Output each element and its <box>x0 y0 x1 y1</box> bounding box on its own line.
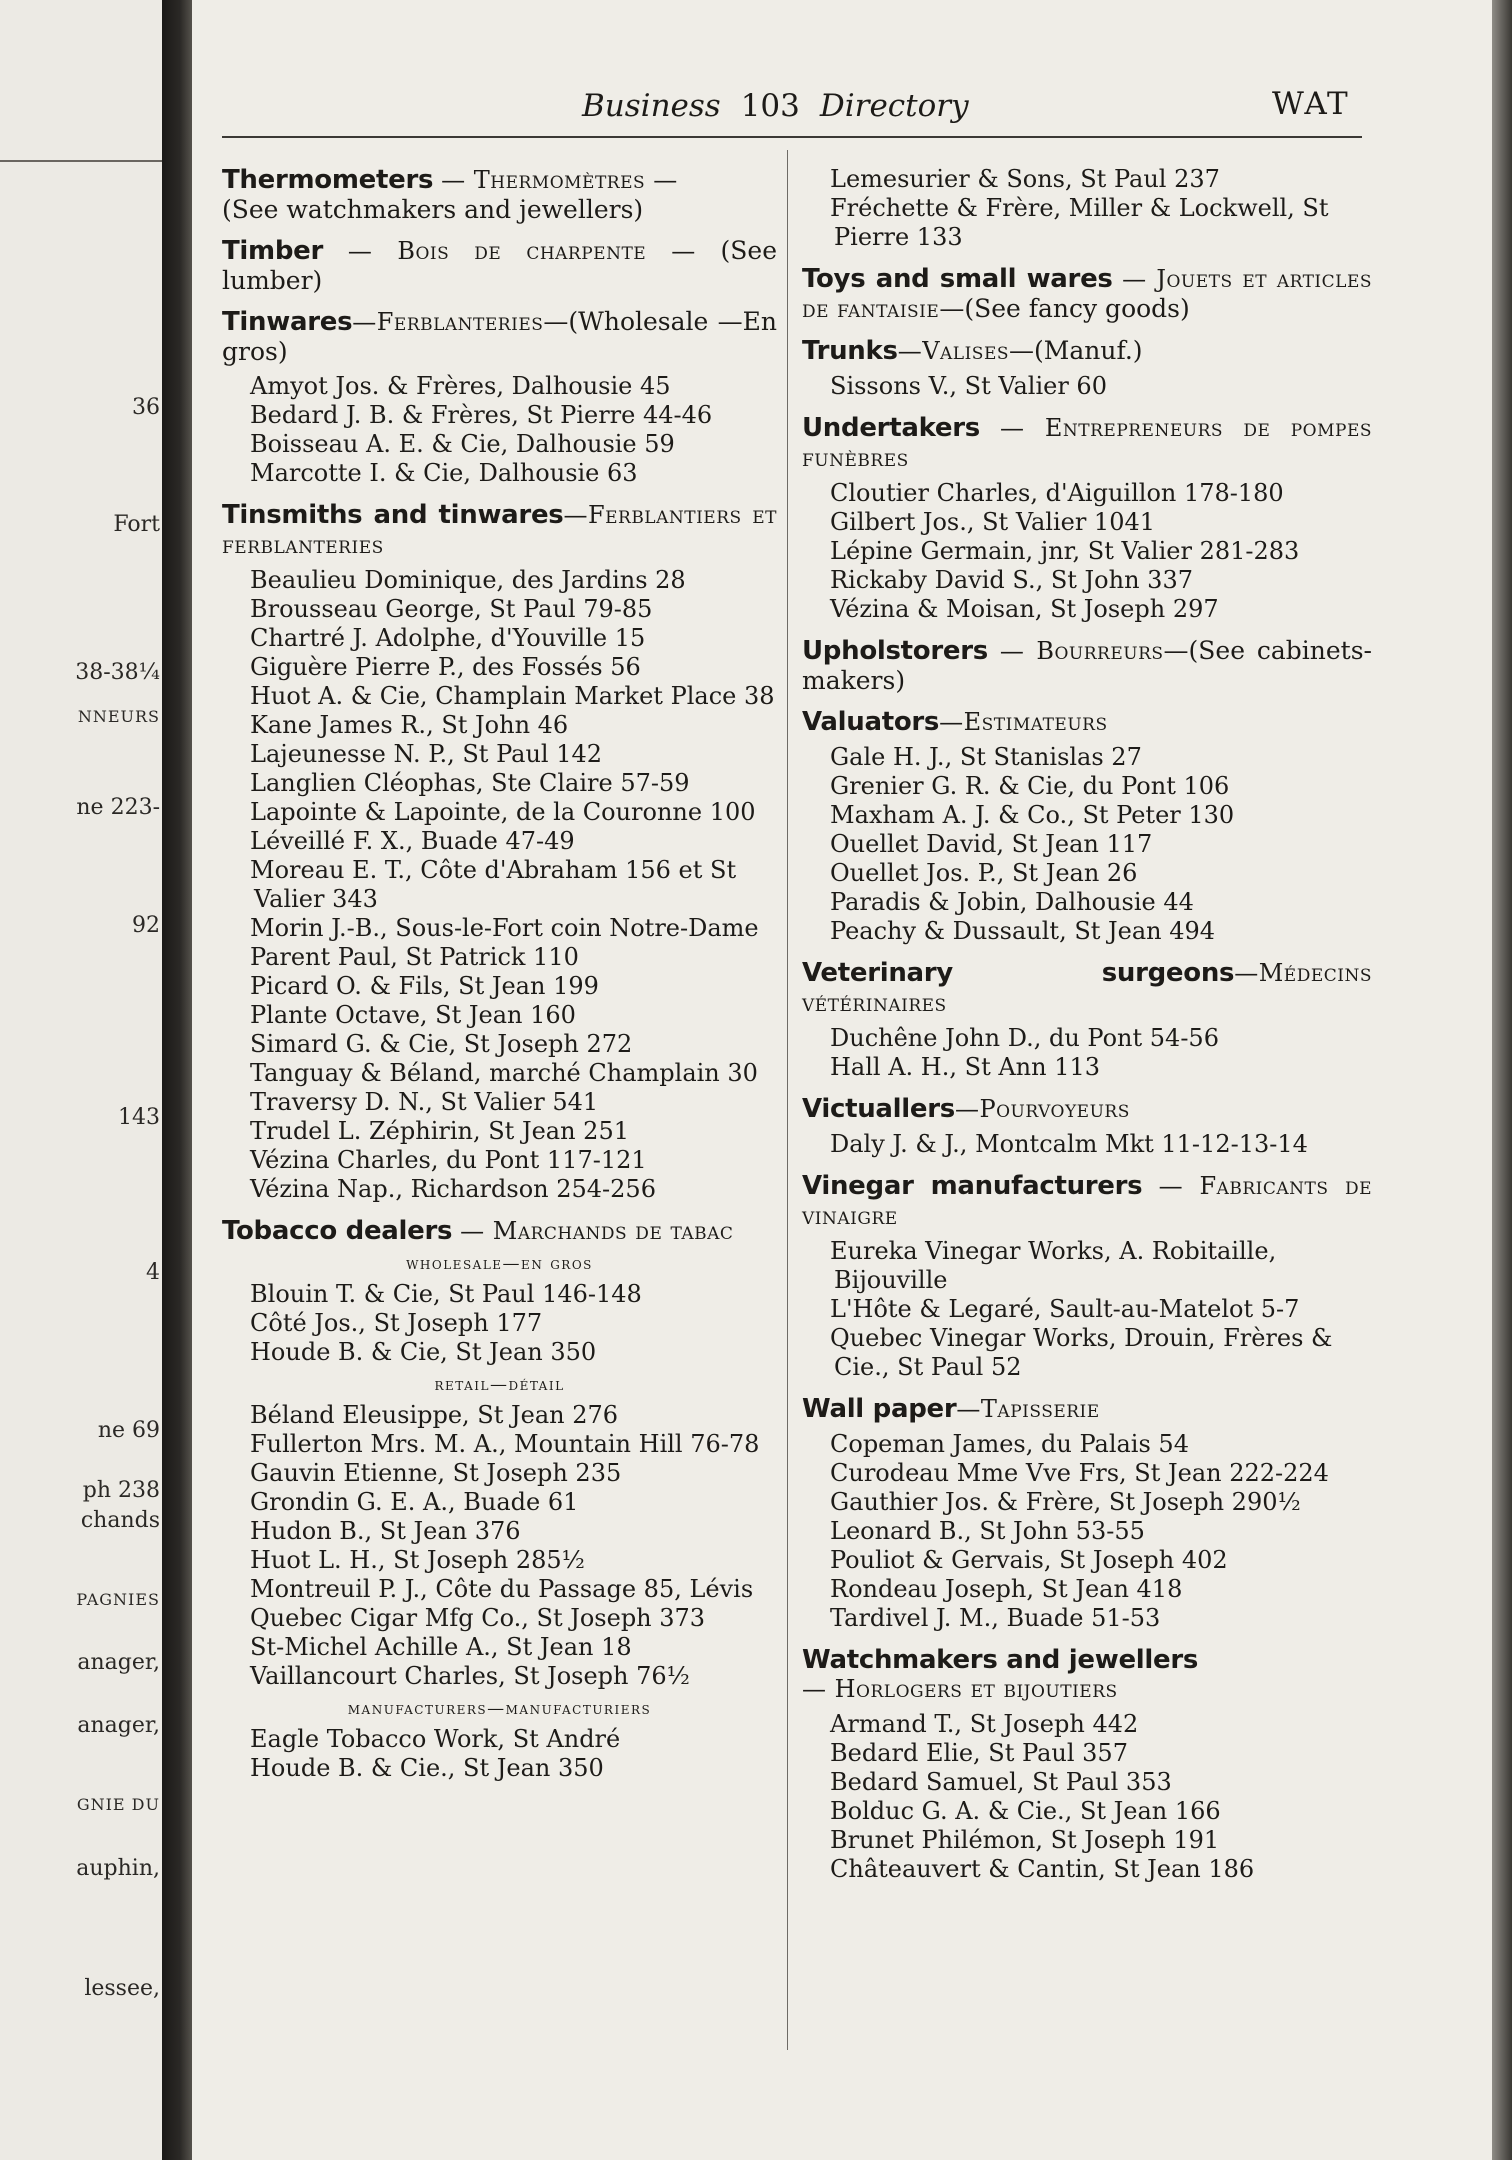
category-french: — Fabricants de vinaigre <box>802 1172 1372 1230</box>
directory-page <box>192 0 1492 2160</box>
list-item: Boisseau A. E. & Cie, Dalhousie 59 <box>250 430 675 458</box>
book-gutter <box>162 0 192 2160</box>
category-note: —(Wholesale —En gros) <box>222 307 777 366</box>
list-item: Eagle Tobacco Work, St André <box>250 1725 621 1753</box>
list-item: Maxham A. J. & Co., St Peter 130 <box>830 801 1235 829</box>
category-french: — Bois de charpente — <box>347 237 696 265</box>
list-item: Leonard B., St John 53-55 <box>830 1517 1145 1545</box>
prev-fragment: 4 <box>146 1260 160 1285</box>
category-french: —Ferblantiers et ferblanteries <box>222 501 777 559</box>
list-item: Grenier G. R. & Cie, du Pont 106 <box>830 772 1230 800</box>
prev-fragment: auphin, <box>76 1856 160 1881</box>
subheading: wholesale—en gros <box>406 1254 593 1274</box>
category-title: Tinsmiths and tinwares <box>222 500 564 530</box>
listing-group <box>802 165 1372 252</box>
category-title: Undertakers <box>802 413 980 443</box>
list-item: Lapointe & Lapointe, de la Couronne 100 <box>250 798 756 826</box>
category-french: — Horlogers et bijoutiers <box>802 1675 1118 1703</box>
list-item: Fullerton Mrs. M. A., Mountain Hill 76-78 <box>250 1430 760 1458</box>
list-item: Houde B. & Cie., St Jean 350 <box>250 1754 604 1782</box>
list-item: Gauthier Jos. & Frère, St Joseph 290½ <box>830 1488 1301 1516</box>
category-title: Vinegar manufacturers <box>802 1171 1143 1201</box>
list-item: Vézina Charles, du Pont 117-121 <box>250 1146 647 1174</box>
list-item: Ouellet Jos. P., St Jean 26 <box>830 859 1138 887</box>
list-item: Huot A. & Cie, Champlain Market Place 38 <box>250 682 775 710</box>
list-item: Quebec Vinegar Works, Drouin, Frères & Cie., St Paul 52 <box>830 1324 1333 1381</box>
listing-group <box>802 1024 1372 1082</box>
category-french: — Bourreurs <box>999 637 1164 665</box>
list-item: Rickaby David S., St John 337 <box>830 566 1193 594</box>
list-item: Duchêne John D., du Pont 54-56 <box>830 1024 1219 1052</box>
category-note: —(See fancy goods) <box>939 294 1190 323</box>
category-heading <box>222 307 777 366</box>
list-item: Grondin G. E. A., Buade 61 <box>250 1488 579 1516</box>
list-item: Béland Eleusippe, St Jean 276 <box>250 1401 619 1429</box>
category-heading <box>222 1216 777 1246</box>
left-column <box>222 165 777 1789</box>
column-rule <box>787 150 788 2050</box>
list-item: Langlien Cléophas, Ste Claire 57-59 <box>250 769 690 797</box>
listing-group <box>802 1710 1372 1884</box>
guide-keyword: WAT <box>1272 86 1350 122</box>
list-item: Moreau E. T., Côte d'Abraham 156 et St Valier 343 <box>250 856 737 913</box>
subheading: retail—détail <box>434 1375 565 1395</box>
category-title: Tobacco dealers <box>222 1216 453 1246</box>
previous-page-edge <box>0 0 162 2160</box>
list-item: Quebec Cigar Mfg Co., St Joseph 373 <box>250 1604 706 1632</box>
list-item: Montreuil P. J., Côte du Passage 85, Lévis <box>250 1575 754 1603</box>
category-heading <box>802 413 1372 473</box>
list-item: L'Hôte & Legaré, Sault-au-Matelot 5-7 <box>830 1295 1300 1323</box>
list-item: Rondeau Joseph, St Jean 418 <box>830 1575 1183 1603</box>
list-item: Gauvin Etienne, St Joseph 235 <box>250 1459 622 1487</box>
prev-fragment: Fort <box>113 512 160 537</box>
list-item: Paradis & Jobin, Dalhousie 44 <box>830 888 1194 916</box>
list-item: Bedard J. B. & Frères, St Pierre 44-46 <box>250 401 713 429</box>
list-item: Giguère Pierre P., des Fossés 56 <box>250 653 641 681</box>
listing-group <box>222 372 777 488</box>
prev-fragment: chands <box>80 1508 160 1533</box>
list-item: Morin J.-B., Sous-le-Fort coin Notre-Dame <box>250 914 759 942</box>
list-item: Pouliot & Gervais, St Joseph 402 <box>830 1546 1228 1574</box>
category-heading <box>802 264 1372 324</box>
listing-group <box>802 1237 1372 1382</box>
listing-group <box>222 1725 777 1783</box>
prev-fragment: ne 223- <box>76 795 160 820</box>
prev-fragment: lessee, <box>84 1976 160 2001</box>
category-french: — Jouets et articles de fantaisie <box>802 265 1373 323</box>
list-item: Huot L. H., St Joseph 285½ <box>250 1546 585 1574</box>
list-item: Fréchette & Frère, Miller & Lockwell, St Pierre 133 <box>830 194 1329 251</box>
header-rule <box>222 136 1362 138</box>
list-item: Côté Jos., St Joseph 177 <box>250 1309 543 1337</box>
list-item: Picard O. & Fils, St Jean 199 <box>250 972 599 1000</box>
list-item: Bedard Elie, St Paul 357 <box>830 1739 1128 1767</box>
list-item: Chartré J. Adolphe, d'Youville 15 <box>250 624 646 652</box>
list-item: Plante Octave, St Jean 160 <box>250 1001 576 1029</box>
category-french: — Thermomètres — <box>441 166 678 194</box>
list-item: Tanguay & Béland, marché Champlain 30 <box>250 1059 758 1087</box>
category-title: Trunks <box>802 336 898 366</box>
list-item: Bedard Samuel, St Paul 353 <box>830 1768 1172 1796</box>
list-item: Peachy & Dussault, St Jean 494 <box>830 917 1216 945</box>
category-note: —(Manuf.) <box>1009 336 1143 365</box>
list-item: Curodeau Mme Vve Frs, St Jean 222-224 <box>830 1459 1329 1487</box>
list-item: Brunet Philémon, St Joseph 191 <box>830 1826 1220 1854</box>
listing-group <box>802 1130 1372 1159</box>
previous-page-rule <box>0 160 162 162</box>
prev-fragment: ne 69 <box>97 1418 160 1443</box>
category-title: Valuators <box>802 707 940 737</box>
listing-group <box>222 1280 777 1367</box>
prev-fragment: GNIE DU <box>76 1795 160 1814</box>
running-head-word: Directory <box>819 88 969 124</box>
list-item: Sissons V., St Valier 60 <box>830 372 1107 400</box>
category-french: —Estimateurs <box>939 708 1108 736</box>
category-title: Timber <box>222 236 324 266</box>
list-item: Lajeunesse N. P., St Paul 142 <box>250 740 603 768</box>
list-item: Vézina & Moisan, St Joseph 297 <box>830 595 1219 623</box>
list-item: Gilbert Jos., St Valier 1041 <box>830 508 1155 536</box>
category-french: —Pourvoyeurs <box>954 1095 1130 1123</box>
category-heading <box>802 707 1372 737</box>
list-item: Tardivel J. M., Buade 51-53 <box>830 1604 1161 1632</box>
category-title: Watchmakers and jewellers <box>802 1645 1199 1675</box>
listing-group <box>802 743 1372 946</box>
list-item: Châteauvert & Cantin, St Jean 186 <box>830 1855 1255 1883</box>
list-item: Gale H. J., St Stanislas 27 <box>830 743 1142 771</box>
prev-fragment: ph 238 <box>82 1478 160 1503</box>
listing-group <box>222 1401 777 1691</box>
list-item: Parent Paul, St Patrick 110 <box>250 943 579 971</box>
page-number: 103 <box>740 88 800 124</box>
list-item: Bolduc G. A. & Cie., St Jean 166 <box>830 1797 1221 1825</box>
category-heading <box>222 500 777 560</box>
list-item: Trudel L. Zéphirin, St Jean 251 <box>250 1117 629 1145</box>
category-title: Toys and small wares <box>802 264 1113 294</box>
category-title: Veterinary surgeons <box>802 958 1235 988</box>
list-item: St-Michel Achille A., St Jean 18 <box>250 1633 632 1661</box>
list-item: Copeman James, du Palais 54 <box>830 1430 1189 1458</box>
list-item: Vézina Nap., Richardson 254-256 <box>250 1175 656 1203</box>
prev-fragment: 143 <box>118 1105 160 1130</box>
running-head <box>582 88 969 124</box>
category-title: Upholstorers <box>802 636 988 666</box>
prev-fragment: anager, <box>77 1713 160 1738</box>
category-note: (See watchmakers and jewellers) <box>222 195 644 224</box>
list-item: Blouin T. & Cie, St Paul 146-148 <box>250 1280 642 1308</box>
list-item: Simard G. & Cie, St Joseph 272 <box>250 1030 633 1058</box>
listing-group <box>802 479 1372 624</box>
list-item: Ouellet David, St Jean 117 <box>830 830 1153 858</box>
prev-fragment: 36 <box>132 395 160 420</box>
list-item: Lemesurier & Sons, St Paul 237 <box>830 165 1220 193</box>
prev-fragment: NNEURS <box>77 707 160 726</box>
list-item: Kane James R., St John 46 <box>250 711 569 739</box>
category-heading <box>802 1171 1372 1231</box>
list-item: Beaulieu Dominique, des Jardins 28 <box>250 566 686 594</box>
list-item: Houde B. & Cie, St Jean 350 <box>250 1338 597 1366</box>
list-item: Eureka Vinegar Works, A. Robitaille, Bijouville <box>830 1237 1277 1294</box>
category-french: —Valises <box>897 337 1010 365</box>
list-item: Hall A. H., St Ann 113 <box>830 1053 1101 1081</box>
list-item: Lépine Germain, jnr, St Valier 281-283 <box>830 537 1300 565</box>
list-item: Traversy D. N., St Valier 541 <box>250 1088 599 1116</box>
category-note: (See lumber) <box>222 236 778 295</box>
list-item: Cloutier Charles, d'Aiguillon 178-180 <box>830 479 1284 507</box>
list-item: Vaillancourt Charles, St Joseph 76½ <box>250 1662 690 1690</box>
category-french: — Entrepreneurs de pompes funèbres <box>802 414 1372 472</box>
category-title: Victuallers <box>802 1094 955 1124</box>
page-edge-shadow <box>1492 0 1512 2160</box>
category-heading <box>802 636 1372 695</box>
prev-fragment: 92 <box>132 913 160 938</box>
category-heading <box>802 1394 1372 1424</box>
category-heading <box>802 336 1372 366</box>
prev-fragment: anager, <box>77 1650 160 1675</box>
list-item: Amyot Jos. & Frères, Dalhousie 45 <box>250 372 671 400</box>
category-title: Tinwares <box>222 307 353 337</box>
subheading: manufacturers—manufacturiers <box>347 1699 652 1719</box>
list-item: Hudon B., St Jean 376 <box>250 1517 521 1545</box>
category-title: Wall paper <box>802 1394 957 1424</box>
running-head-word: Business <box>582 88 721 124</box>
category-french: —Ferblanteries <box>352 308 544 336</box>
category-heading <box>802 1094 1372 1124</box>
list-item: Léveillé F. X., Buade 47-49 <box>250 827 575 855</box>
prev-fragment: PAGNIES <box>76 1590 160 1609</box>
list-item: Brousseau George, St Paul 79-85 <box>250 595 653 623</box>
category-heading <box>802 958 1372 1018</box>
category-french: —Médecins vétérinaires <box>802 959 1372 1017</box>
category-title: Thermometers <box>222 165 434 195</box>
category-french: —Tapisserie <box>956 1395 1100 1423</box>
category-heading <box>802 1645 1372 1704</box>
right-column <box>802 165 1372 1890</box>
listing-group <box>222 566 777 1204</box>
list-item: Daly J. & J., Montcalm Mkt 11-12-13-14 <box>830 1130 1308 1158</box>
category-heading <box>222 236 777 295</box>
listing-group <box>802 372 1372 401</box>
category-note: —(See cabinets-makers) <box>802 636 1373 695</box>
category-heading <box>222 165 777 224</box>
listing-group <box>802 1430 1372 1633</box>
category-french: — Marchands de tabac <box>460 1217 734 1245</box>
list-item: Armand T., St Joseph 442 <box>830 1710 1139 1738</box>
list-item: Marcotte I. & Cie, Dalhousie 63 <box>250 459 638 487</box>
prev-fragment: 38-38¼ <box>75 660 160 685</box>
